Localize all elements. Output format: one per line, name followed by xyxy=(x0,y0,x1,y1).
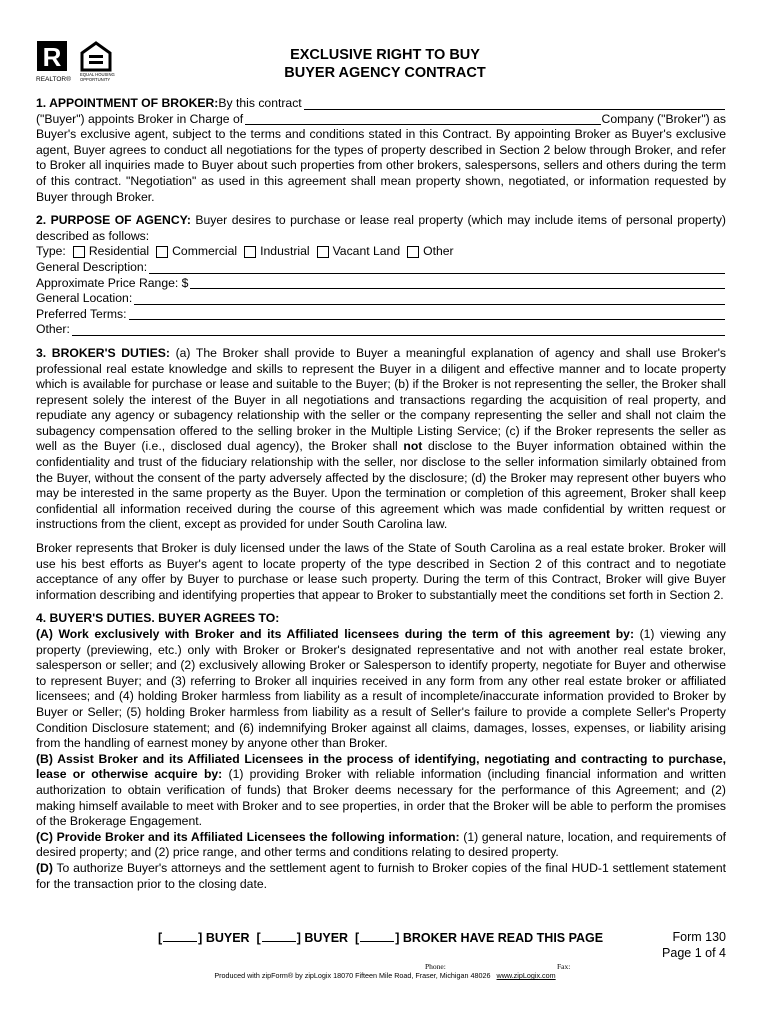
buyer1-label: BUYER xyxy=(205,931,250,945)
svg-text:OPPORTUNITY: OPPORTUNITY xyxy=(80,77,111,82)
s1-heading: 1. APPOINTMENT OF BROKER: xyxy=(36,96,219,110)
form-number-block xyxy=(662,929,726,961)
s4-c xyxy=(36,830,726,861)
s2-paragraph xyxy=(36,213,726,244)
s4-d-bold: (D) xyxy=(36,860,53,875)
s4-heading-text: 4. BUYER'S DUTIES. BUYER AGREES TO: xyxy=(36,611,280,626)
type-row xyxy=(36,244,726,260)
type-vacant-land-label: Vacant Land xyxy=(332,244,401,259)
s4-a xyxy=(36,627,726,752)
price-range-row xyxy=(36,276,726,292)
produced-text: Produced with zipForm® by zipLogix 18070 Fifteen Mile Road, Fraser, Michigan 48026 xyxy=(214,971,491,980)
s1-lead: By this contract xyxy=(218,96,302,110)
s4-a-bold: (A) Work exclusively with Broker and its Affiliated licensees during the term of this agreement by: xyxy=(36,627,634,641)
s4-b-body: (1) providing Broker with reliable information (including financial information and written authorization to obtain verification of funds) that Broker deems necessary for the performance of this Agreement; and (2) making himself available to meet with Broker and to see properties, in order that the Broker will be able to perform the promises of the Brokerage Engagement. xyxy=(36,767,726,829)
broker-company-field[interactable] xyxy=(245,113,600,125)
s4-d-body: To authorize Buyer's attorneys and the settlement agent to furnish to Broker copies of the final HUD-1 settlement statement for the transaction prior to the closing date. xyxy=(36,860,726,891)
title-line-1: EXCLUSIVE RIGHT TO BUY xyxy=(290,47,480,63)
phone-label: Phone: xyxy=(425,962,446,971)
preferred-terms-field[interactable] xyxy=(129,308,725,320)
s1-line2-b: Company ("Broker") as xyxy=(601,111,726,126)
s4-c-body: (1) general nature, location, and requirements of desired property; and (2) price range, and other terms and conditions relating to desired property. xyxy=(36,829,726,860)
checkbox-commercial[interactable] xyxy=(156,246,168,258)
type-residential-label: Residential xyxy=(88,244,150,259)
contract-title xyxy=(0,46,770,82)
s4-heading xyxy=(36,611,726,627)
general-description-field[interactable] xyxy=(149,262,725,274)
s4-d xyxy=(36,861,726,892)
page-number: Page 1 of 4 xyxy=(662,946,726,960)
type-other-label: Other xyxy=(423,244,454,259)
checkbox-vacant-land[interactable] xyxy=(317,246,329,258)
s1-line1 xyxy=(36,96,726,112)
s1-body: Buyer's exclusive agent, subject to the terms and conditions stated in this Contract. By appointing Broker as Buyer's exclusive agent, Buyer agrees to conduct all negotiations for the types of property described in Section 2 below through Broker, and refer to Broker all inquiries made to Buyer about such properties from other brokers, salespersons, sellers and others during the term of this contract. "Negotiation" as used in this agreement shall mean property shown, negotiated, or information requested by Buyer through Broker. xyxy=(36,127,726,204)
s1-line2-a: ("Buyer") appoints Broker in Charge of xyxy=(36,111,244,126)
svg-text:R: R xyxy=(42,42,62,72)
ziplogix-link[interactable]: www.zipLogix.com xyxy=(496,971,556,980)
price-range-label: Approximate Price Range: $ xyxy=(36,275,189,290)
checkbox-residential[interactable] xyxy=(73,246,85,258)
s4-c-bold: (C) Provide Broker and its Affiliated Licensees the following information: xyxy=(36,829,460,844)
produced-with-line xyxy=(0,971,770,980)
buyer2-initials-field[interactable] xyxy=(262,931,296,942)
checkbox-industrial[interactable] xyxy=(244,246,256,258)
form-number: Form 130 xyxy=(672,930,726,944)
s3-body-b: disclose to the Buyer information obtained within the confidentiality and trust of the fiduciary relationship with the seller, nor disclose to the seller information similarly obtained from the Buyer, without the consent of the party adversely affected by the disclosure; (d) the Broker may represent other buyers who may be interested in the same property as the Buyer. Upon the termination or completion of this agreement, Broker shall keep confidential all information received during the course of this agreement which was made confidential by written request or instructions from the client, except as provided for under South Carolina law. xyxy=(36,439,726,532)
type-commercial-label: Commercial xyxy=(172,244,238,259)
general-description-label: General Description: xyxy=(36,259,148,274)
general-location-label: General Location: xyxy=(36,291,133,306)
s4-a-body: (1) viewing any property (previewing, etc.) only with Broker or Broker's designated representative and not with another real estate broker, salesperson or seller; and (2) exclusively allowing Broker or Salesperson to identify property, negotiate for Buyer and otherwise to represent Buyer; and (3) referring to Broker all inquiries received in any form from any other real estate broker or affiliated licensees; and (4) holding Broker harmless from liability as a result of incomplete/inaccurate information provided to Broker by Buyer or Seller; (5) holding Broker harmless from liability as a result of Seller's failure to provide a complete Seller's Property Condition Disclosure statement; and (6) indemnifying Broker against all claims, damages, losses, expenses, or liability arising from the handling of earnest money by anyone other than Broker. xyxy=(36,627,726,751)
s4-b-bold: (B) Assist Broker and its Affiliated Licensees in the process of identifying, negotiating and contracting to purchase, lease or otherwise acquire by: xyxy=(36,751,726,782)
realtor-text: REALTOR® xyxy=(36,76,71,83)
s3-not: not xyxy=(403,439,423,454)
other-field[interactable] xyxy=(72,324,725,336)
buyer2-label: BUYER xyxy=(304,931,349,945)
buyer1-initials-field[interactable] xyxy=(163,931,197,942)
s4-b xyxy=(36,752,726,830)
buyer-name-field[interactable] xyxy=(304,98,725,110)
general-description-row xyxy=(36,260,726,276)
s3-paragraph-2: Broker represents that Broker is duly licensed under the laws of the State of South Carolina as a real estate broker. Broker will use his best efforts as Buyer's agent to locate property of the type described in Section 2 of this contract and to negotiate acceptance of any offer by Buyer to purchase or lease such property. During the term of this Contract, Broker will give Buyer information describing and identifying properties that appear to Broker to substantially meet the conditions set forth in Section 2. xyxy=(36,541,726,602)
preferred-terms-row xyxy=(36,307,726,323)
other-row xyxy=(36,322,726,338)
s2-heading: 2. PURPOSE OF AGENCY: xyxy=(36,213,191,228)
checkbox-other[interactable] xyxy=(407,246,419,258)
contract-body xyxy=(36,96,726,892)
type-label: Type: xyxy=(36,244,66,259)
general-location-row xyxy=(36,291,726,307)
preferred-terms-label: Preferred Terms: xyxy=(36,306,127,321)
broker-read-label: BROKER HAVE READ THIS PAGE xyxy=(402,931,604,945)
general-location-field[interactable] xyxy=(134,293,725,305)
initials-line: [ ] BUYER [ ] BUYER [ ] BROKER HAVE READ THIS PAGE xyxy=(158,931,604,945)
fax-label: Fax: xyxy=(557,962,571,971)
type-industrial-label: Industrial xyxy=(260,244,310,259)
price-range-field[interactable] xyxy=(190,277,725,289)
s3-paragraph xyxy=(36,346,726,533)
broker-initials-field[interactable] xyxy=(360,931,394,942)
svg-text:EQUAL HOUSING: EQUAL HOUSING xyxy=(80,72,115,77)
title-line-2: BUYER AGENCY CONTRACT xyxy=(284,65,486,81)
s3-heading: 3. BROKER'S DUTIES: xyxy=(36,345,170,360)
s1-line2 xyxy=(36,112,726,128)
s3-body-a: (a) The Broker shall provide to Buyer a meaningful explanation of agency and shall use Broker's professional real estate knowledge and skills to represent the Buyer in a diligent and effective manner and to locate property which is available for purchase or lease and suitable to the Buyer; (b) if the Broker is not representing the seller, the Broker shall represent solely the interest of the Buyer in all negotiations and transactions regarding the acquisition of real property, and repudiate any agency or subagency relationship with the seller or the company representing the seller and shall not claim the subagency compensation offered to the selling broker in the Multiple Listing Service; (c) if the Broker represents the seller as well as the Buyer (i.e., disclosed dual agency), the Broker shall xyxy=(36,345,726,454)
other-label: Other: xyxy=(36,322,70,337)
s2-body: Buyer desires to purchase or lease real property (which may include items of personal property) described as follows: xyxy=(36,213,726,243)
